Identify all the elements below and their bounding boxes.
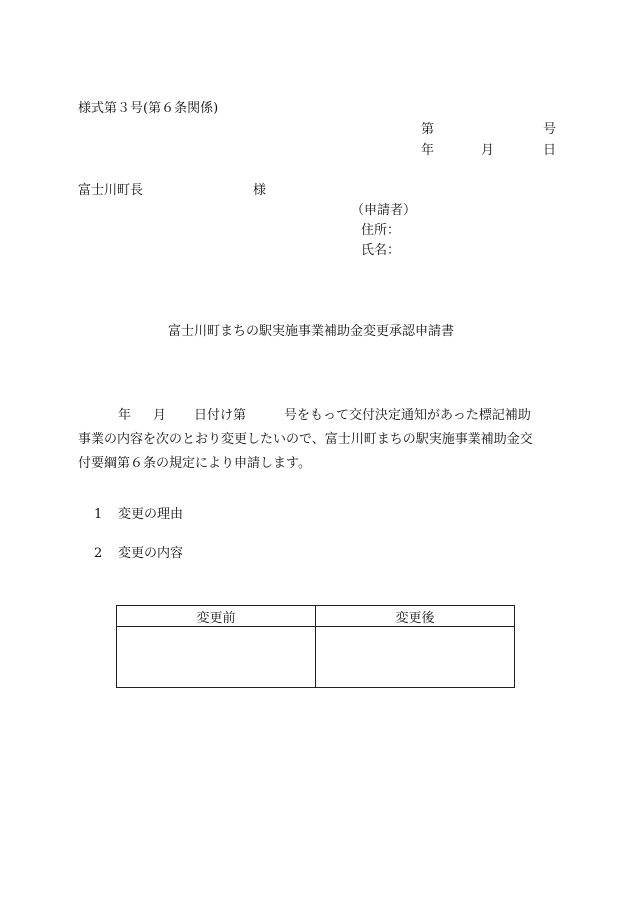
- addressee-honorific: 様: [253, 183, 267, 198]
- body-text-2: 事業の内容を次のとおり変更したいので、富士川町まちの駅実施事業補助金交: [78, 432, 533, 447]
- header-after: 変更後: [316, 606, 515, 627]
- applicant-name-label: 氏名：: [361, 243, 401, 258]
- date-year: 年: [421, 143, 435, 158]
- changes-table: [116, 605, 515, 688]
- item-label-reason: 変更の理由: [118, 507, 184, 522]
- body-text-3: 付要綱第６条の規定により申請します。: [78, 456, 311, 471]
- body-paragraph: [78, 404, 560, 476]
- item-number: 2: [94, 546, 103, 561]
- header-before: 変更前: [117, 606, 316, 627]
- cell-before: [117, 627, 316, 688]
- date-day: 日: [543, 143, 557, 158]
- doc-number-suffix: 号: [543, 122, 557, 137]
- addressee-name: 富士川町長: [78, 183, 144, 198]
- document-title: 富士川町まちの駅実施事業補助金変更承認申請書: [168, 324, 455, 339]
- form-number: 様式第３号(第６条関係): [78, 101, 219, 116]
- body-text-1: 号をもって交付決定通知があった標記補助: [284, 408, 531, 423]
- doc-number-prefix: 第: [421, 122, 435, 137]
- applicant-address-label: 住所：: [361, 223, 401, 238]
- cell-after: [316, 627, 515, 688]
- body-year: 年: [118, 408, 132, 423]
- date-month: 月: [481, 143, 495, 158]
- item-label-content: 変更の内容: [118, 546, 184, 561]
- item-number: 1: [94, 507, 103, 522]
- body-day-ref: 日付け第: [194, 408, 247, 423]
- applicant-label: （申請者）: [351, 203, 417, 218]
- body-month: 月: [153, 408, 167, 423]
